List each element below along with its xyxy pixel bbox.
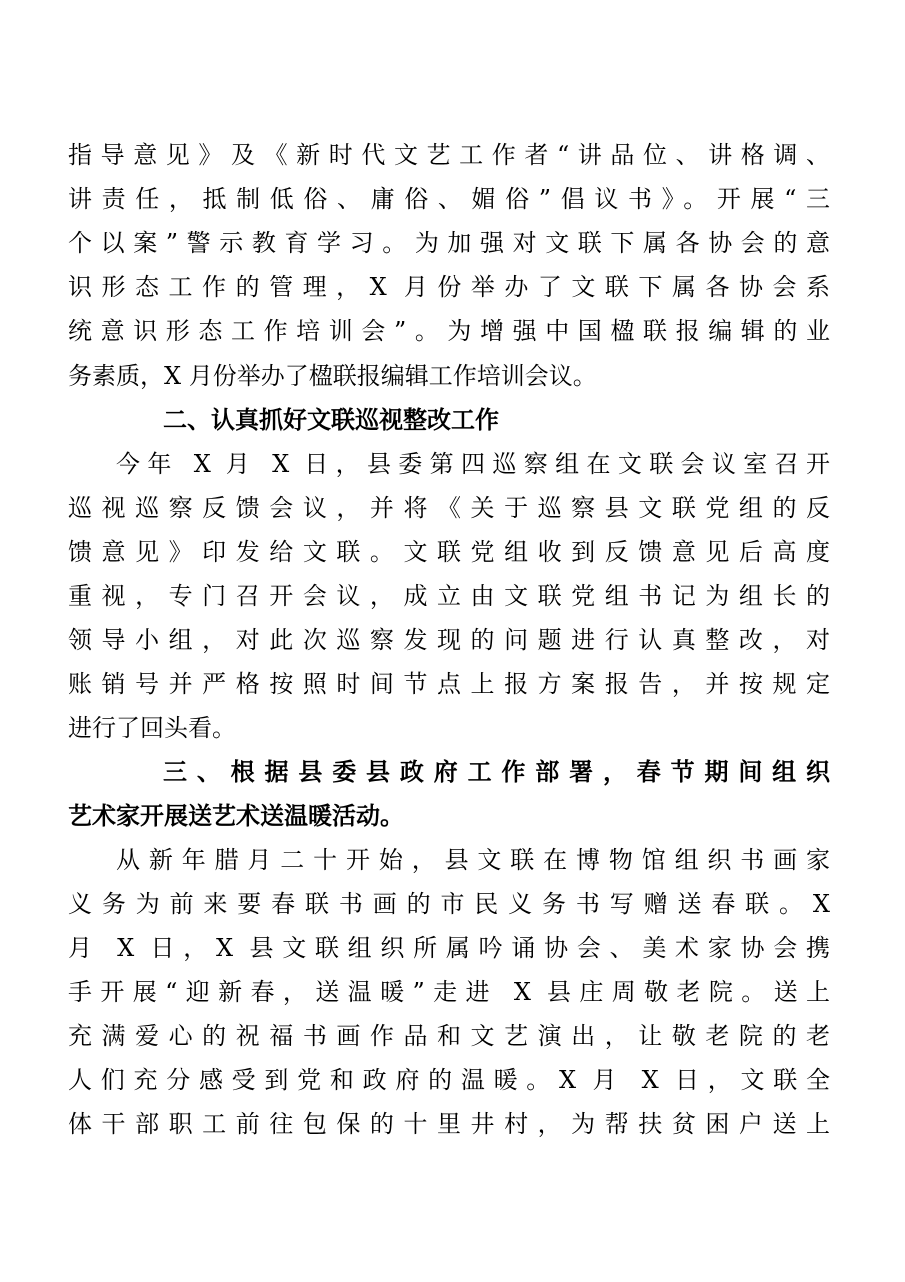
section-heading-line: 二、认真抓好文联巡视整改工作 [163, 406, 499, 434]
body-text-line: 馈意见》印发给文联。文联党组收到反馈意见后高度 [68, 538, 830, 566]
section-heading-line: 艺术家开展送艺术送温暖活动。 [68, 802, 404, 830]
body-text-line: 今年 X 月 X 日，县委第四巡察组在文联会议室召开 [116, 450, 830, 478]
body-text-line: 手开展“迎新春，送温暖”走进 X 县庄周敬老院。送上 [68, 978, 830, 1006]
body-text-line: 月 X 日，X 县文联组织所属吟诵协会、美术家协会携 [68, 934, 830, 962]
body-text-line: 从新年腊月二十开始，县文联在博物馆组织书画家 [116, 846, 830, 874]
body-text-line: 进行了回头看。 [68, 714, 236, 742]
body-text-line: 充满爱心的祝福书画作品和文艺演出，让敬老院的老 [68, 1022, 830, 1050]
body-text-line: 讲责任，抵制低俗、庸俗、媚俗”倡议书》。开展“三 [68, 185, 830, 213]
body-text-line: 体干部职工前往包保的十里井村，为帮扶贫困户送上 [68, 1110, 830, 1138]
body-text-line: 账销号并严格按照时间节点上报方案报告，并按规定 [68, 670, 830, 698]
body-text-line: 巡视巡察反馈会议，并将《关于巡察县文联党组的反 [68, 494, 830, 522]
body-text-line: 识形态工作的管理，X 月份举办了文联下属各协会系 [68, 273, 830, 301]
body-text-line: 指导意见》及《新时代文艺工作者“讲品位、讲格调、 [68, 141, 830, 169]
body-text-line: 务素质，X 月份举办了楹联报编辑工作培训会议。 [68, 362, 597, 390]
body-text-line: 人们充分感受到党和政府的温暖。X 月 X 日，文联全 [68, 1066, 830, 1094]
body-text-line: 个以案”警示教育学习。为加强对文联下属各协会的意 [68, 229, 830, 257]
body-text-line: 统意识形态工作培训会”。为增强中国楹联报编辑的业 [68, 317, 830, 345]
body-text-line: 重视，专门召开会议，成立由文联党组书记为组长的 [68, 582, 830, 610]
body-text-line: 义务为前来要春联书画的市民义务书写赠送春联。X [68, 890, 830, 918]
section-heading-line: 三、根据县委县政府工作部署，春节期间组织 [163, 758, 830, 786]
body-text-line: 领导小组，对此次巡察发现的问题进行认真整改，对 [68, 626, 830, 654]
